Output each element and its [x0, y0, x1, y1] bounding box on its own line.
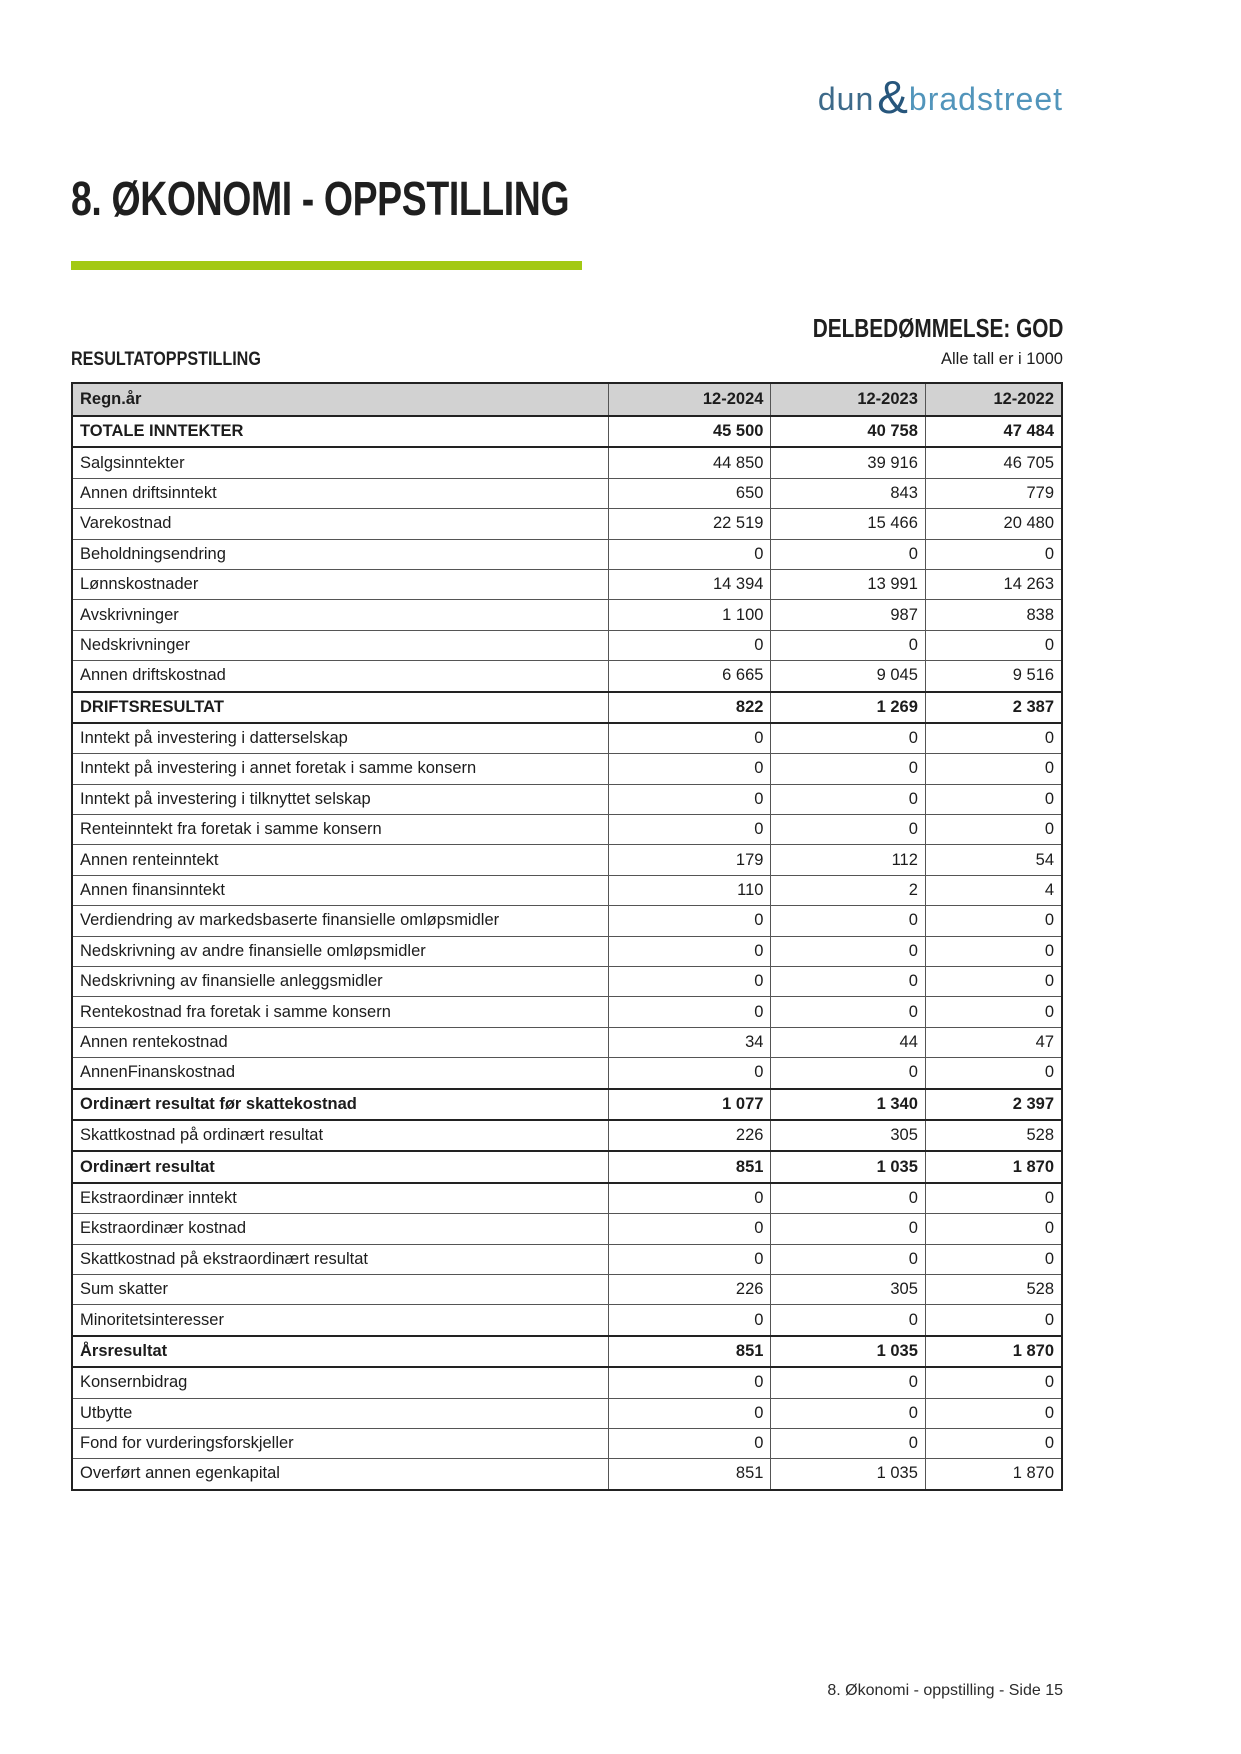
- page-footer: 8. Økonomi - oppstilling - Side 15: [827, 1682, 1063, 1699]
- row-value: 14 394: [609, 569, 771, 599]
- row-value: 0: [609, 936, 771, 966]
- row-value: 1 269: [771, 692, 925, 723]
- row-value: 650: [609, 478, 771, 508]
- row-label: Annen finansinntekt: [72, 875, 609, 905]
- table-row: [72, 600, 1062, 630]
- row-value: 0: [925, 1428, 1062, 1458]
- row-value: 46 705: [925, 447, 1062, 478]
- row-value: 40 758: [771, 416, 925, 447]
- row-value: 305: [771, 1274, 925, 1304]
- row-value: 0: [925, 630, 1062, 660]
- row-label: AnnenFinanskostnad: [72, 1058, 609, 1089]
- row-value: 226: [609, 1274, 771, 1304]
- row-value: 47 484: [925, 416, 1062, 447]
- row-value: 44 850: [609, 447, 771, 478]
- row-value: 779: [925, 478, 1062, 508]
- row-value: 0: [925, 967, 1062, 997]
- row-value: 1 870: [925, 1151, 1062, 1182]
- table-row: [72, 875, 1062, 905]
- row-value: 0: [771, 1183, 925, 1214]
- result-statement-table: [71, 382, 1063, 1491]
- row-value: 1 340: [771, 1089, 925, 1120]
- row-label: Inntekt på investering i tilknyttet selskap: [72, 784, 609, 814]
- row-value: 0: [771, 1367, 925, 1398]
- row-value: 0: [609, 1305, 771, 1336]
- table-row: [72, 815, 1062, 845]
- row-label: Ekstraordinær kostnad: [72, 1214, 609, 1244]
- dun-bradstreet-logo: [818, 70, 1063, 128]
- row-label: Annen renteinntekt: [72, 845, 609, 875]
- table-body: [72, 416, 1062, 1490]
- row-value: 0: [609, 630, 771, 660]
- row-value: 0: [609, 1058, 771, 1089]
- row-label: Lønnskostnader: [72, 569, 609, 599]
- row-value: 0: [771, 1058, 925, 1089]
- row-label: Inntekt på investering i datterselskap: [72, 723, 609, 754]
- table-row: [72, 630, 1062, 660]
- column-header-regnaar: Regn.år: [72, 383, 609, 416]
- row-label: Sum skatter: [72, 1274, 609, 1304]
- row-value: 0: [925, 539, 1062, 569]
- row-value: 1 035: [771, 1336, 925, 1367]
- row-label: Minoritetsinteresser: [72, 1305, 609, 1336]
- table-row: [72, 416, 1062, 447]
- row-label: Nedskrivninger: [72, 630, 609, 660]
- row-value: 0: [771, 754, 925, 784]
- row-value: 20 480: [925, 509, 1062, 539]
- table-row: [72, 845, 1062, 875]
- row-value: 0: [771, 936, 925, 966]
- row-value: 0: [771, 815, 925, 845]
- table-header-row: [72, 383, 1062, 416]
- row-value: 0: [925, 815, 1062, 845]
- row-value: 0: [771, 630, 925, 660]
- row-label: Ordinært resultat før skattekostnad: [72, 1089, 609, 1120]
- units-note: Alle tall er i 1000: [941, 350, 1063, 368]
- table-row: [72, 754, 1062, 784]
- row-label: Rentekostnad fra foretak i samme konsern: [72, 997, 609, 1027]
- row-value: 0: [771, 1214, 925, 1244]
- row-value: 226: [609, 1120, 771, 1151]
- row-label: Renteinntekt fra foretak i samme konsern: [72, 815, 609, 845]
- row-label: Ekstraordinær inntekt: [72, 1183, 609, 1214]
- row-value: 0: [609, 784, 771, 814]
- row-value: 9 516: [925, 661, 1062, 692]
- row-value: 2 387: [925, 692, 1062, 723]
- row-value: 0: [609, 754, 771, 784]
- row-value: 1 870: [925, 1336, 1062, 1367]
- row-value: 0: [925, 784, 1062, 814]
- row-label: Annen driftskostnad: [72, 661, 609, 692]
- row-value: 1 100: [609, 600, 771, 630]
- row-value: 0: [925, 723, 1062, 754]
- row-value: 0: [609, 967, 771, 997]
- table-row: [72, 478, 1062, 508]
- logo-text-bradstreet: bradstreet: [908, 80, 1063, 117]
- table-row: [72, 1214, 1062, 1244]
- row-label: DRIFTSRESULTAT: [72, 692, 609, 723]
- row-value: 1 035: [771, 1151, 925, 1182]
- row-label: Nedskrivning av finansielle anleggsmidler: [72, 967, 609, 997]
- row-value: 0: [771, 723, 925, 754]
- table-row: [72, 1089, 1062, 1120]
- table-row: [72, 1398, 1062, 1428]
- table-row: [72, 1151, 1062, 1182]
- column-header-2022: 12-2022: [925, 383, 1062, 416]
- table-row: [72, 569, 1062, 599]
- row-value: 0: [925, 1305, 1062, 1336]
- table-row: [72, 1336, 1062, 1367]
- assessment-label: [750, 313, 1063, 344]
- row-value: 0: [925, 997, 1062, 1027]
- row-value: 0: [609, 815, 771, 845]
- row-label: Skattkostnad på ordinært resultat: [72, 1120, 609, 1151]
- row-value: 0: [609, 723, 771, 754]
- row-value: 0: [771, 997, 925, 1027]
- row-label: Skattkostnad på ekstraordinært resultat: [72, 1244, 609, 1274]
- row-value: 34: [609, 1027, 771, 1057]
- row-value: 528: [925, 1120, 1062, 1151]
- row-value: 22 519: [609, 509, 771, 539]
- row-value: 44: [771, 1027, 925, 1057]
- row-value: 0: [925, 1214, 1062, 1244]
- row-value: 179: [609, 845, 771, 875]
- row-label: Verdiendring av markedsbaserte finansielle omløpsmidler: [72, 906, 609, 936]
- row-label: Konsernbidrag: [72, 1367, 609, 1398]
- row-value: 0: [609, 906, 771, 936]
- row-label: TOTALE INNTEKTER: [72, 416, 609, 447]
- row-value: 0: [771, 1398, 925, 1428]
- row-value: 1 035: [771, 1459, 925, 1490]
- table-row: [72, 1244, 1062, 1274]
- row-label: Overført annen egenkapital: [72, 1459, 609, 1490]
- table-row: [72, 784, 1062, 814]
- row-value: 0: [609, 1244, 771, 1274]
- table-row: [72, 1459, 1062, 1490]
- row-value: 1 870: [925, 1459, 1062, 1490]
- row-value: 0: [609, 1214, 771, 1244]
- row-value: 0: [771, 1428, 925, 1458]
- row-label: Avskrivninger: [72, 600, 609, 630]
- row-value: 39 916: [771, 447, 925, 478]
- row-value: 0: [609, 1398, 771, 1428]
- row-value: 13 991: [771, 569, 925, 599]
- row-value: 0: [771, 1305, 925, 1336]
- row-value: 528: [925, 1274, 1062, 1304]
- table-head: [72, 383, 1062, 416]
- table-row: [72, 906, 1062, 936]
- row-label: Varekostnad: [72, 509, 609, 539]
- row-value: 9 045: [771, 661, 925, 692]
- row-value: 0: [925, 1244, 1062, 1274]
- table-row: [72, 1120, 1062, 1151]
- row-value: 0: [925, 1183, 1062, 1214]
- row-value: 0: [925, 1398, 1062, 1428]
- row-value: 2: [771, 875, 925, 905]
- row-value: 0: [771, 784, 925, 814]
- page-title-text: 8. ØKONOMI - OPPSTILLING: [71, 173, 570, 226]
- row-value: 851: [609, 1459, 771, 1490]
- row-value: 0: [609, 997, 771, 1027]
- table-row: [72, 509, 1062, 539]
- section-title: [71, 349, 294, 371]
- table-row: [72, 1428, 1062, 1458]
- column-header-2023: 12-2023: [771, 383, 925, 416]
- row-value: 45 500: [609, 416, 771, 447]
- row-value: 0: [771, 967, 925, 997]
- table-row: [72, 539, 1062, 569]
- row-value: 851: [609, 1336, 771, 1367]
- table-row: [72, 1367, 1062, 1398]
- row-label: Annen driftsinntekt: [72, 478, 609, 508]
- page-title: [71, 172, 710, 227]
- row-value: 822: [609, 692, 771, 723]
- row-label: Beholdningsendring: [72, 539, 609, 569]
- row-value: 0: [609, 539, 771, 569]
- row-value: 0: [925, 1058, 1062, 1089]
- row-value: 14 263: [925, 569, 1062, 599]
- table-row: [72, 661, 1062, 692]
- row-value: 0: [609, 1183, 771, 1214]
- row-value: 0: [609, 1428, 771, 1458]
- row-value: 0: [925, 754, 1062, 784]
- row-value: 0: [771, 906, 925, 936]
- row-value: 305: [771, 1120, 925, 1151]
- row-value: 0: [925, 936, 1062, 966]
- row-value: 4: [925, 875, 1062, 905]
- row-value: 15 466: [771, 509, 925, 539]
- table-row: [72, 723, 1062, 754]
- table-row: [72, 1274, 1062, 1304]
- row-label: Utbytte: [72, 1398, 609, 1428]
- title-accent-bar: [71, 261, 582, 270]
- row-value: 851: [609, 1151, 771, 1182]
- row-value: 0: [609, 1367, 771, 1398]
- row-value: 838: [925, 600, 1062, 630]
- row-value: 6 665: [609, 661, 771, 692]
- table-row: [72, 1183, 1062, 1214]
- section-title-text: RESULTATOPPSTILLING: [71, 349, 261, 370]
- table-row: [72, 692, 1062, 723]
- row-value: 47: [925, 1027, 1062, 1057]
- row-value: 0: [925, 1367, 1062, 1398]
- row-value: 987: [771, 600, 925, 630]
- assessment-text: DELBEDØMMELSE: GOD: [812, 313, 1063, 343]
- table-row: [72, 967, 1062, 997]
- row-label: Fond for vurderingsforskjeller: [72, 1428, 609, 1458]
- logo-ampersand-icon: &: [877, 71, 908, 123]
- table-row: [72, 1305, 1062, 1336]
- row-label: Årsresultat: [72, 1336, 609, 1367]
- table-row: [72, 1027, 1062, 1057]
- logo-text-dun: dun: [817, 80, 875, 117]
- table-row: [72, 1058, 1062, 1089]
- column-header-2024: 12-2024: [609, 383, 771, 416]
- row-label: Annen rentekostnad: [72, 1027, 609, 1057]
- row-value: 0: [925, 906, 1062, 936]
- row-value: 112: [771, 845, 925, 875]
- row-value: 843: [771, 478, 925, 508]
- row-value: 110: [609, 875, 771, 905]
- row-label: Ordinært resultat: [72, 1151, 609, 1182]
- table-row: [72, 936, 1062, 966]
- row-value: 1 077: [609, 1089, 771, 1120]
- row-value: 54: [925, 845, 1062, 875]
- row-value: 0: [771, 539, 925, 569]
- table-row: [72, 997, 1062, 1027]
- row-value: 2 397: [925, 1089, 1062, 1120]
- row-label: Inntekt på investering i annet foretak i samme konsern: [72, 754, 609, 784]
- row-label: Nedskrivning av andre finansielle omløpsmidler: [72, 936, 609, 966]
- row-value: 0: [771, 1244, 925, 1274]
- table-row: [72, 447, 1062, 478]
- row-label: Salgsinntekter: [72, 447, 609, 478]
